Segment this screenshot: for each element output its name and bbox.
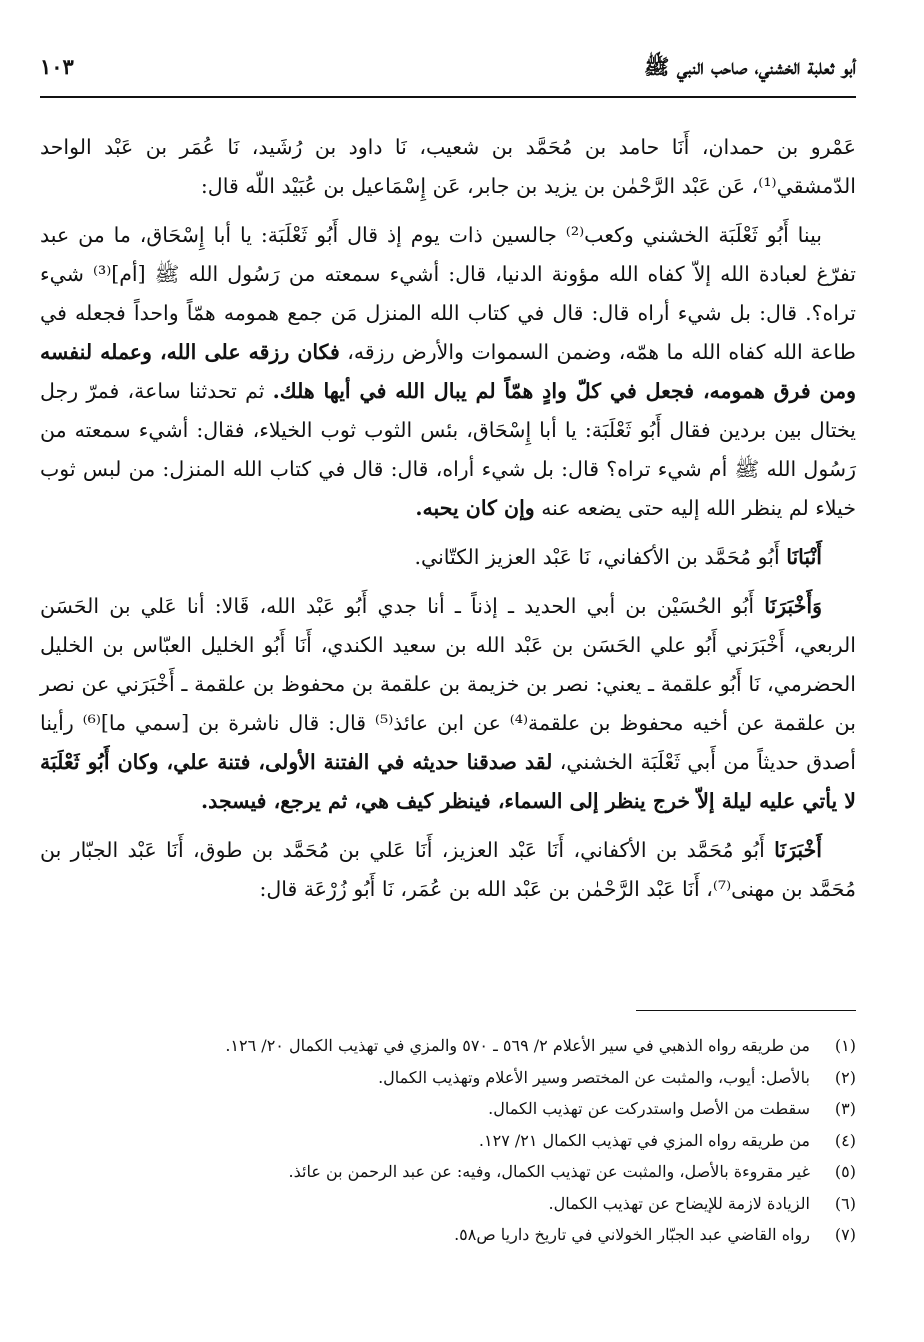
footnote-text: رواه القاضي عبد الجبّار الخولاني في تاريخ داريا ص٥٨.: [454, 1225, 810, 1244]
paragraph-4-lead: وَأَخْبَرَنَا: [764, 594, 822, 618]
footnote-number: (٧): [834, 1225, 856, 1244]
footnote-rule: [636, 1010, 856, 1011]
paragraph-3-text: أَبُو مُحَمَّد بن الأكفاني، نَا عَبْد العزيز الكتّاني.: [414, 545, 787, 569]
footnote-text: الزيادة لازمة للإيضاح عن تهذيب الكمال.: [548, 1193, 810, 1213]
paragraph-4: [40, 587, 856, 821]
footnote-text: غير مقروءة بالأصل، والمثبت عن تهذيب الكمال، وفيه: عن عبد الرحمن بن عائذ.: [288, 1162, 810, 1181]
footnote-number: (١): [834, 1036, 856, 1055]
paragraph-5-lead: أَخْبَرَنَا: [774, 838, 822, 862]
footnote-number: (٣): [834, 1099, 856, 1118]
footnote-text: من طريقه رواه المزي في تهذيب الكمال ٢١/ ١٢٧.: [478, 1130, 810, 1150]
paragraph-4-bold: لقد صدقنا حديثه في الفتنة الأولى، فتنة علي، وكان أَبُو ثَعْلَبَة لا يأتي عليه ليلة إلاّ خرج ينظر إلى السماء، فينظر كيف هي، ثم يرجع، فيسجد.: [40, 750, 856, 813]
footnote-item: [40, 1030, 856, 1062]
footnote-number: (٥): [834, 1162, 856, 1181]
paragraph-2: [40, 216, 856, 528]
paragraph-2-text-c: ثم تحدثنا ساعة، فمرّ رجل يختال بين بردين فقال أَبُو ثَعْلَبَة: يا أبا إِسْحَاق، بئس الثوب ثوب الخيلاء، فقال: أشيء سمعته من رَسُول الله ﷺ أم شيء تراه؟ قال: بل شيء أراه، قال: قال في كتاب الله المنزل: من لبس ثوب خيلاء لم ينظر الله إليه حتى يضعه عنه: [40, 379, 856, 520]
footnote-number: (٤): [834, 1130, 856, 1150]
footnote-item: [40, 1219, 856, 1251]
footnote-text: سقطت من الأصل واستدركت عن تهذيب الكمال.: [488, 1099, 810, 1118]
paragraph-3-lead: أَنْبَانَا: [786, 545, 822, 569]
footnote-item: [40, 1062, 856, 1094]
paragraph-2-text-a: بينا أَبُو ثَعْلَبَة الخشني وكعب⁽²⁾ جالسين ذات يوم إذ قال أَبُو ثَعْلَبَة: يا أبا إِسْحَاق، ما من عبد تفرّغ لعبادة الله إلاّ كفاه الله مؤونة الدنيا، قال: أشيء سمعته من رَسُول الله ﷺ [أم]⁽³⁾ شيء تراه؟. قال: بل شيء أراه قال: قال في كتاب الله المنزل مَن جمع همومه همّاً واحداً فجعله في طاعة الله كفاه الله ما همّه، وضمن السموات والأرض رزقه،: [40, 223, 856, 364]
footnote-item: [40, 1125, 856, 1157]
paragraph-2-bold-a: فكان رزقه على الله، وعمله لنفسه ومن فرق همومه، فجعل في كلّ وادٍ همّاً لم يبال الله في أيها هلك.: [40, 340, 856, 403]
paragraph-1-text: عَمْرو بن حمدان، أَنَا حامد بن مُحَمَّد بن شعيب، نَا داود بن رُشَيد، نَا عُمَر بن عَبْد الواحد الدّمشقي⁽¹⁾، عَن عَبْد الرَّحْمٰن بن يزيد بن جابر، عَن إِسْمَاعيل بن عُبَيْد اللّه قال:: [40, 135, 856, 198]
header-rule: [40, 96, 856, 98]
footnote-number: (٢): [834, 1067, 856, 1087]
footnote-number: (٦): [834, 1193, 856, 1213]
footnotes: [40, 1030, 856, 1251]
paragraph-5: [40, 831, 856, 909]
paragraph-4-text-a: أَبُو الحُسَيْن بن أبي الحديد ـ إذناً ـ أنا جدي أَبُو عَبْد الله، قَالا: أنا عَلي بن الحَسَن الربعي، أَخْبَرَني أَبُو علي الحَسَن بن عَبْد الله بن سعيد الكندي، أَنَا أَبُو الخليل العبّاس بن الخليل الحضرمي، نَا أَبُو علقمة ـ يعني: نصر بن خزيمة بن علقمة بن محفوظ بن علقمة ـ أَخْبَرَني عن نصر بن علقمة عن أخيه محفوظ بن علقمة⁽⁴⁾ عن ابن عائذ⁽⁵⁾ قال: قال ناشرة بن [سمي ما]⁽⁶⁾ رأينا أصدق حديثاً من أَبي ثَعْلَبَة الخشني،: [40, 594, 857, 774]
footnote-text: بالأصل: أيوب، والمثبت عن المختصر وسير الأعلام وتهذيب الكمال.: [378, 1067, 810, 1087]
paragraph-5-text: أَبُو مُحَمَّد بن الأكفاني، أَنَا عَبْد العزيز، أَنَا عَلي بن مُحَمَّد بن طوق، أَنَا عَبْد الجبّار بن مُحَمَّد بن مهنى⁽⁷⁾، أَنَا عَبْد الرَّحْمٰن بن عَبْد الله بن عُمَر، نَا أَبُو زُرْعَة قال:: [40, 838, 856, 901]
footnote-item: [40, 1156, 856, 1188]
footnote-text: من طريقه رواه الذهبي في سير الأعلام ٢/ ٥٦٩ ـ ٥٧٠ والمزي في تهذيب الكمال ٢٠/ ١٢٦.: [225, 1036, 810, 1055]
paragraph-3: [40, 538, 856, 577]
footnote-item: [40, 1093, 856, 1125]
page-number: ١٠٣: [40, 54, 74, 79]
page-header: [40, 50, 856, 94]
main-text: [40, 128, 856, 919]
running-title: أبو ثعلبة الخشني، صاحب النبي ﷺ: [644, 54, 856, 79]
paragraph-2-bold-b: وإن كان يحبه.: [415, 496, 535, 520]
footnote-item: [40, 1188, 856, 1220]
paragraph-1: [40, 128, 856, 206]
